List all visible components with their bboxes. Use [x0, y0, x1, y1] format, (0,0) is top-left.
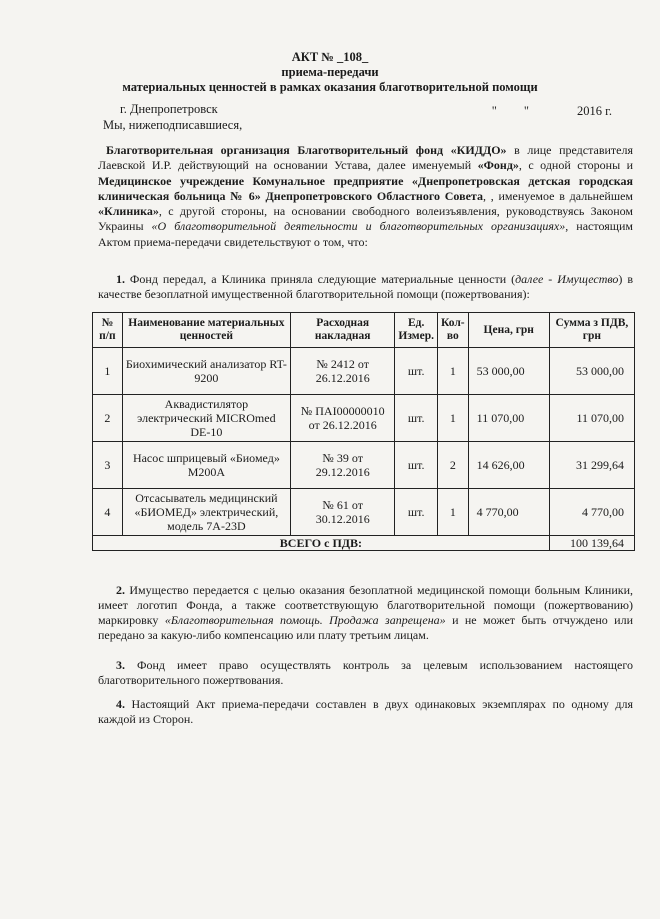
item-sum: 4 770,00	[549, 489, 634, 536]
clause-2-text-b: «Благотворительная помощь. Продажа запрещена»	[164, 613, 446, 627]
clinic-alias: «Клиника»	[98, 204, 159, 219]
col-header-name: Наименование материальных ценностей	[122, 313, 290, 348]
item-price: 53 000,00	[468, 348, 549, 395]
item-qty: 1	[437, 395, 468, 442]
row-number: 1	[93, 348, 123, 395]
total-value: 100 139,64	[549, 536, 634, 551]
table-row	[93, 348, 635, 395]
act-subtitle: приема-передачи	[281, 65, 379, 79]
col-header-unit: Ед. Измер.	[395, 313, 438, 348]
clause-2-number: 2.	[116, 583, 125, 597]
col-header-price: Цена, грн	[468, 313, 549, 348]
total-label: ВСЕГО с ПДВ:	[93, 536, 550, 551]
row-number: 2	[93, 395, 123, 442]
row-number: 3	[93, 442, 123, 489]
clause-4-text: Настоящий Акт приема-передачи составлен в двух одинаковых экземплярах по одному для каждой из Сторон.	[98, 697, 633, 726]
intro-text-5: , настоящим Актом приема-передачи свидетельствуют о том, что:	[98, 219, 633, 249]
total-row	[93, 536, 635, 551]
clause-1-text-b: далее - Имущество	[515, 272, 619, 286]
clause-2	[98, 583, 633, 643]
item-name: Биохимический анализатор RT-9200	[122, 348, 290, 395]
table-header-row	[93, 313, 635, 348]
item-unit: шт.	[395, 489, 438, 536]
item-qty: 1	[437, 489, 468, 536]
table-row	[93, 395, 635, 442]
item-name: Насос шприцевый «Биомед» M200A	[122, 442, 290, 489]
clause-4-number: 4.	[116, 697, 125, 711]
col-header-sum: Сумма з ПДВ, грн	[549, 313, 634, 348]
city: г. Днепропетровск	[120, 102, 218, 116]
item-qty: 1	[437, 348, 468, 395]
table-row	[93, 489, 635, 536]
item-price: 11 070,00	[468, 395, 549, 442]
item-unit: шт.	[395, 442, 438, 489]
item-unit: шт.	[395, 348, 438, 395]
clause-2-text-c: и не может быть отчуждено или передано за какую-либо компенсацию или плату третьим лицам.	[98, 613, 633, 642]
act-title: АКТ № _108_	[291, 50, 369, 64]
item-invoice: № 2412 от 26.12.2016	[291, 348, 395, 395]
item-invoice: № ПАІ00000010 от 26.12.2016	[291, 395, 395, 442]
item-qty: 2	[437, 442, 468, 489]
intro-text-1: в лице представителя Лаевской И.Р. действующий на основании Устава, далее именуемый	[98, 143, 633, 173]
clause-3-number: 3.	[116, 658, 125, 672]
table-row	[93, 442, 635, 489]
item-sum: 53 000,00	[549, 348, 634, 395]
fund-name: Благотворительная организация Благотворительный фонд «КИДДО»	[106, 143, 507, 157]
clause-2-text-a: Имущество передается с целью оказания безоплатной медицинской помощи больным Клиники, имеет логотип Фонда, а также соответствующую благотворительной помощи (пожертвованию) маркировку	[98, 583, 633, 627]
row-number: 4	[93, 489, 123, 536]
intro-text-2: , с одной стороны и	[518, 158, 634, 173]
law-name: «О благотворительной деятельности и благотворительных организациях»	[151, 219, 566, 234]
intro-text-3: , , именуемое в дальнейшем	[482, 188, 633, 203]
signatories-intro: Мы, нижеподписавшиеся,	[103, 118, 243, 132]
item-name: Аквадистилятор электрический MICROmed DE-10	[122, 395, 290, 442]
item-sum: 31 299,64	[549, 442, 634, 489]
clause-1	[98, 272, 633, 302]
clause-1-text-c: ) в качестве безоплатной имущественной благотворительной помощи (пожертвования):	[98, 272, 634, 301]
item-name: Отсасыватель медицинский «БИОМЕД» электрический, модель 7A-23D	[122, 489, 290, 536]
date-year: 2016 г.	[577, 104, 612, 118]
clause-3	[98, 658, 633, 688]
col-header-invoice: Расходная накладная	[291, 313, 395, 348]
fund-alias: «Фонд»	[477, 158, 519, 173]
parties-paragraph	[98, 143, 633, 250]
col-header-number: № п/п	[93, 313, 123, 348]
intro-text-4: , с другой стороны, на основании свободного волеизъявления, руководствуясь Законом Украины	[98, 204, 633, 234]
act-description: материальных ценностей в рамках оказания благотворительной помощи	[122, 80, 538, 94]
items-table	[92, 312, 635, 551]
clause-1-number: 1.	[116, 272, 125, 286]
item-invoice: № 39 от 29.12.2016	[291, 442, 395, 489]
clause-1-text-a: Фонд передал, а Клиника приняла следующие материальные ценности (	[125, 272, 516, 286]
item-sum: 11 070,00	[549, 395, 634, 442]
document-date	[492, 104, 612, 119]
item-price: 4 770,00	[468, 489, 549, 536]
document-header	[0, 50, 660, 95]
item-invoice: № 61 от 30.12.2016	[291, 489, 395, 536]
clause-4	[98, 697, 633, 727]
item-unit: шт.	[395, 395, 438, 442]
clinic-name: Медицинское учреждение Комунальное предприятие «Днепропетровская детская городская клиническая больница № 6» Днепропетровского Областного Совета	[98, 173, 633, 203]
clause-3-text: Фонд имеет право осуществлять контроль за целевым использованием настоящего благотворительного пожертвования.	[98, 658, 633, 687]
item-price: 14 626,00	[468, 442, 549, 489]
col-header-qty: Кол-во	[437, 313, 468, 348]
date-quotes: " "	[491, 104, 542, 118]
